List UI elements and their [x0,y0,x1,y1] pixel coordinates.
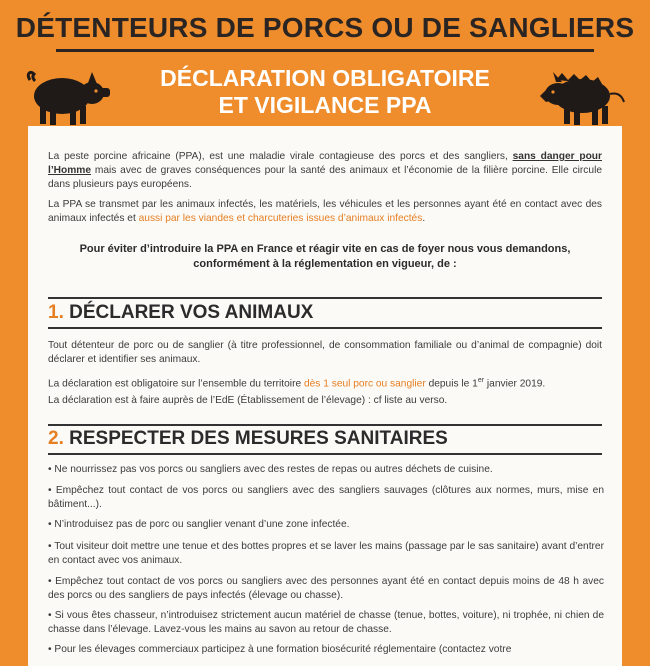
subtitle-line-1: DÉCLARATION OBLIGATOIRE [160,65,490,91]
section-2-bottom-rule [48,453,602,455]
section-1-paragraph-1: Tout détenteur de porc ou de sanglier (à titre professionnel, de consommation familiale ou d’animal de compagnie) doit déclarer et identifier ses animaux. [48,340,602,365]
page-title: DÉTENTEURS DE PORCS OU DE SANGLIERS [15,12,635,43]
section-1-paragraph-2: La déclaration est obligatoire sur l’ensemble du territoire dès 1 seul porc ou sanglier depuis le 1er janvier 2019. [48,377,546,390]
subtitle-line-2: ET VIGILANCE PPA [218,92,432,118]
pig-icon [22,66,112,128]
list-item: • Empêchez tout contact de vos porcs ou sangliers avec des personnes ayant été en contact depuis moins de 48 h avec des porcs ou des sangliers de pays infectés (élevage ou chasse). [48,576,604,601]
section-2-top-rule [48,424,602,426]
boar-icon [538,68,630,128]
request-line-2: conformément à la réglementation en vigueur, de : [193,258,457,270]
section-1-bottom-rule [48,327,602,329]
list-item: • Si vous êtes chasseur, n’introduisez strictement aucun matériel de chasse (tenue, bottes, voiture), ni trophée, ni chien de chasse dans l’élevage. Lavez-vous les mains au savon au retour de chasse. [48,610,604,635]
title-underline [56,49,594,52]
list-item: • Tout visiteur doit mettre une tenue et des bottes propres et se laver les mains (passage par le sas sanitaire) avant d’entrer en contact avec vos animaux. [48,541,604,566]
intro-paragraph-1: La peste porcine africaine (PPA), est une maladie virale contagieuse des porcs et des sangliers, sans danger pour l’Homme mais avec de graves conséquences pour la santé des animaux et l’économie de la filière porcine. Elle circule dans plusieurs pays européens. [48,151,602,190]
request-line-1: Pour éviter d’introduire la PPA en France et réagir vite en cas de foyer nous vous demandons, [79,243,571,255]
section-1-paragraph-3: La déclaration est à faire auprès de l’EdE (Établissement de l’élevage) : cf liste au verso. [48,395,448,406]
single-animal-highlight: dès 1 seul porc ou sanglier [303,378,426,390]
list-item: • Empêchez tout contact de vos porcs ou sangliers avec des sangliers sauvages (clôtures aux normes, murs, mise en bâtiment...). [48,485,604,510]
section-1-heading: 1. DÉCLARER VOS ANIMAUX [48,302,314,323]
intro-paragraph-2: La PPA se transmet par les animaux infectés, les matériels, les véhicules et les personnes ayant été en contact avec des animaux infectés et aussi par les viandes et charcuteries issues d’animaux infectés. [48,199,602,224]
section-2-heading: 2. RESPECTER DES MESURES SANITAIRES [48,428,448,449]
meat-transmission-highlight: aussi par les viandes et charcuteries issues d’animaux infectés [138,213,423,224]
list-item: • Pour les élevages commerciaux participez à une formation biosécurité réglementaire (contactez votre [48,644,512,655]
list-item: • Ne nourrissez pas vos porcs ou sangliers avec des restes de repas ou autres déchets de cuisine. [48,464,493,475]
list-item: • N’introduisez pas de porc ou sanglier venant d’une zone infectée. [48,519,350,530]
no-danger-highlight: sans danger pour l’Homme [48,151,602,176]
section-1-top-rule [48,297,602,299]
